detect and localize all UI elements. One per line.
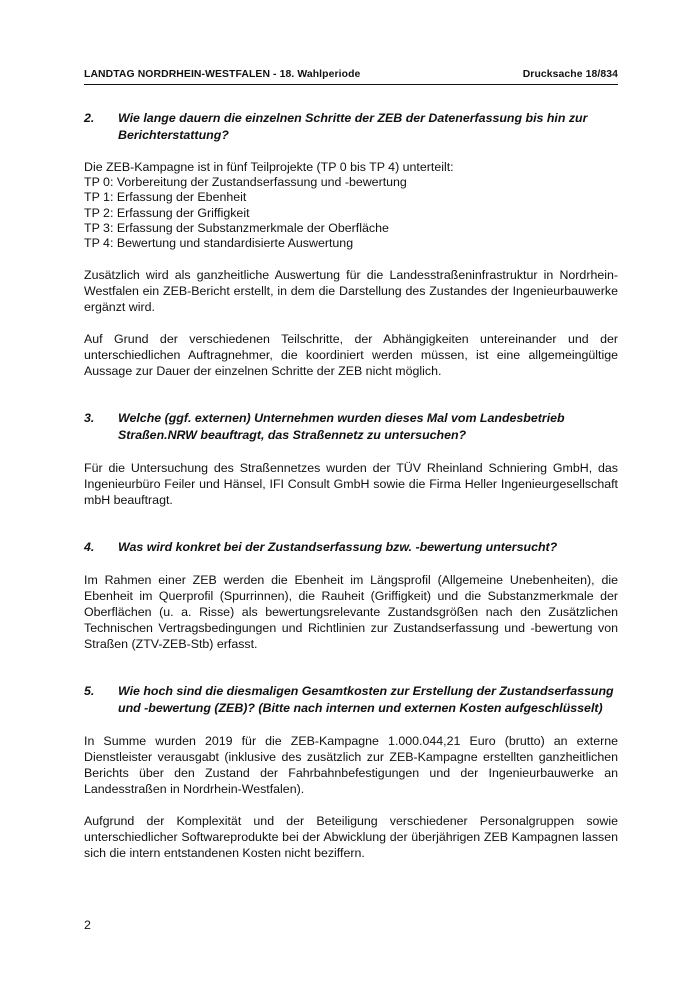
- answer-2-paragraph-1: Zusätzlich wird als ganzheitliche Auswertung für die Landesstraßeninfrastruktur in Nordrhein-Westfalen ein ZEB-Bericht erstellt, in dem die Darstellung des Zustandes der Ingenieurbauwerke ergänzt wird.: [84, 268, 618, 315]
- list-item: TP 1: Erfassung der Ebenheit: [84, 190, 247, 205]
- list-item: TP 2: Erfassung der Griffigkeit: [84, 205, 250, 220]
- answer-2-list: [84, 160, 618, 251]
- page-content: [84, 110, 618, 861]
- question-5-number: 5.: [84, 684, 95, 699]
- question-2: [84, 110, 618, 144]
- list-item: TP 0: Vorbereitung der Zustandserfassung und -bewertung: [84, 175, 407, 190]
- page-number: 2: [84, 918, 91, 932]
- list-item: TP 3: Erfassung der Substanzmerkmale der Oberfläche: [84, 220, 389, 235]
- question-4: [84, 539, 618, 556]
- question-3-text: Welche (ggf. externen) Unternehmen wurden dieses Mal vom Landesbetrieb Straßen.NRW beauftragt, das Straßennetz zu untersuchen?: [118, 411, 565, 443]
- answer-4-paragraph-1: Im Rahmen einer ZEB werden die Ebenheit im Längsprofil (Allgemeine Unebenheiten), die Ebenheit im Querprofil (Spurrinnen), die Rauheit (Griffigkeit) und die Substanzmerkmale der Oberflächen (u. a. Risse) als bewertungsrelevante Zustandsgrößen nach den Zusätzlichen Technischen Vertragsbedingungen und Richtlinien zur Zustandserfassung und -bewertung von Straßen (ZTV-ZEB-Stb) erfasst.: [84, 573, 618, 652]
- question-3-number: 3.: [84, 411, 95, 426]
- header-document-number: Drucksache 18/834: [522, 69, 618, 80]
- answer-2-intro: Die ZEB-Kampagne ist in fünf Teilprojekte (TP 0 bis TP 4) unterteilt:: [84, 160, 454, 174]
- header-parliament: LANDTAG NORDRHEIN-WESTFALEN - 18. Wahlperiode: [84, 69, 361, 80]
- question-4-number: 4.: [84, 540, 95, 555]
- question-5: [84, 683, 618, 717]
- answer-2-paragraph-2: Auf Grund der verschiedenen Teilschritte, der Abhängigkeiten untereinander und der unterschiedlichen Auftragnehmer, die koordiniert werden müssen, ist eine allgemeingültige Aussage zur Dauer der einzelnen Schritte der ZEB nicht möglich.: [84, 332, 618, 379]
- question-5-text: Wie hoch sind die diesmaligen Gesamtkosten zur Erstellung der Zustandserfassung und -bewertung (ZEB)? (Bitte nach internen und externen Kosten aufgeschlüsselt): [118, 684, 614, 716]
- question-2-text: Wie lange dauern die einzelnen Schritte der ZEB der Datenerfassung bis hin zur Berichterstattung?: [118, 111, 588, 142]
- answer-5-paragraph-2: Aufgrund der Komplexität und der Beteiligung verschiedener Personalgruppen sowie unterschiedlicher Softwareprodukte bei der Abwicklung der überjährigen ZEB Kampagnen lassen sich die intern entstandenen Kosten nicht beziffern.: [84, 814, 618, 861]
- question-3: [84, 410, 618, 444]
- answer-3-paragraph-1: Für die Untersuchung des Straßennetzes wurden der TÜV Rheinland Schniering GmbH, das Ingenieurbüro Feiler und Hänsel, IFI Consult GmbH sowie die Firma Heller Ingenieurgesellschaft mbH beauftragt.: [84, 461, 618, 508]
- question-2-number: 2.: [84, 111, 95, 125]
- question-4-text: Was wird konkret bei der Zustandserfassung bzw. -bewertung untersucht?: [118, 540, 558, 555]
- page-header: [84, 69, 618, 85]
- answer-5-paragraph-1: In Summe wurden 2019 für die ZEB-Kampagne 1.000.044,21 Euro (brutto) an externe Dienstleister verausgabt (inklusive des zusätzlich zur ZEB-Kampagne erstellten ganzheitlichen Berichts über den Zustand der Fahrbahnbefestigungen und der Ingenieurbauwerke an Landesstraßen in Nordrhein-Westfalen).: [84, 734, 618, 797]
- list-item: TP 4: Bewertung und standardisierte Auswertung: [84, 236, 354, 251]
